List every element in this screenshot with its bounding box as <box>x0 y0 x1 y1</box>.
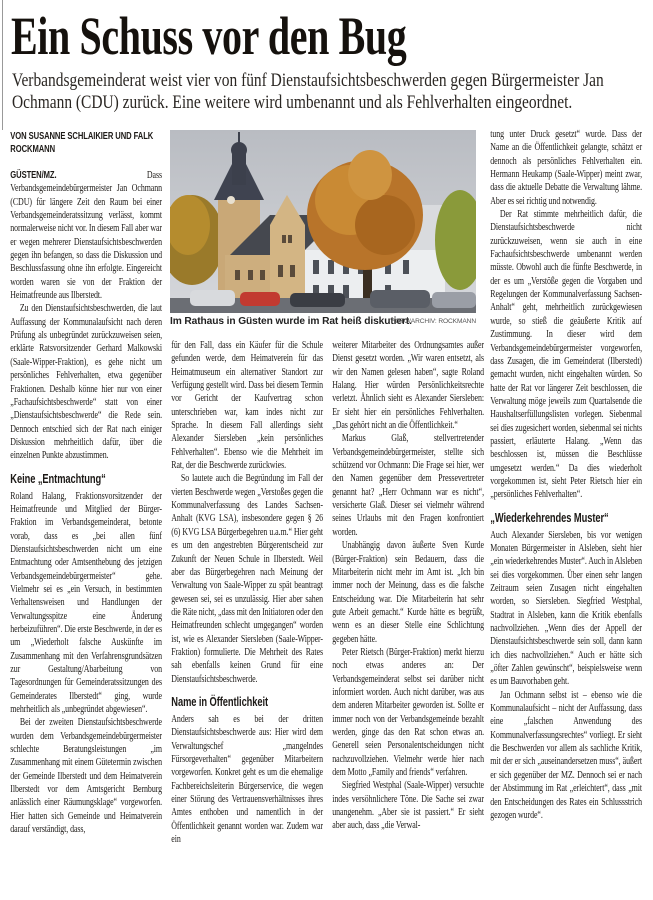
subheading: Keine „Entmachtung“ <box>10 471 106 486</box>
paragraph: für den Fall, dass ein Käufer für die Schule gefunden werde, dem Heimatverein für das Heimatmuseum ein alternativer Standort zur Verfügung gestellt wird. Dass bei diesem Termin vor Gericht der Kaufvertrag schon unterschrieben war, kam indes nicht zur Sprache. In diesem Fall allerdings sieht Alexander Siersleben „kein persönliches Fehlverhalten“. Ebenso wie die Mehrheit im Rat, der die Beschwerde zurückwies. <box>171 339 323 472</box>
paragraph: Roland Halang, Fraktionsvorsitzender der Heimatfreunde und Mitglied der Bürger-Fraktion im Verbandsgemeinderat, betonte vorab, dass es „bei allen fünf Dienstaufsichtsbeschwerden nicht um eine Entmachtung oder Amtsenthebung des jetzigen Verbandsgemeindebürgermeister“ gehe. Vielmehr sei es „ein Versuch, in bestimmten Verhaltensweisen und Handlungen der Verwaltungsspitze eine Änderung herbeizuführen“. Die erste Beschwerde, in der es um „Wiederholt falsche Auskünfte im Zusammenhang mit den Verfahrensgrundsätzen zur Gestaltung/Abarbeitung von Tagesordnungen für Gemeinderatssitzungen des Gemeinderates Ilberstedt“ ging, wurde mehrheitlich als „unbegründet abgewiesen“. <box>10 489 162 716</box>
paragraph: Der Rat stimmte mehrheitlich dafür, die Dienstaufsichtsbeschwerde nicht zurückzuweisen, wenn sie auch in eine Fachaufsichtsbeschwerde umbenannt werden müsste. Obwohl auch die fünfte Beschwerde, in der es um „Verstöße gegen die Vorgaben und Regelungen der Kommunalverfassung Sachsen-Anhalt“ geht, mehrheitlich zurückgewiesen wurde, so stieß die geäußerte Kritik auf Zustimmung. In dieser wird dem Verbandsgemeindebürgermeister vorgeworfen, dass Zusagen, die im Gemeinderat (Ilberstedt) gemacht wurden, nicht eingehalten würden. So hatte der Rat vor längerer Zeit beschlossen, die Verwaltung möge jeweils zum Quartalsende die Haushaltserfüllungslisten vorlegen. Siebenmal sei dies zugesichert worden, siebenmal sei nichts passiert, erläuterte Halang. „Wenn das beschlossen ist, müssen die Beschlüsse umgesetzt werden.“ Da dies wiederholt vorgekommen ist, sieht Peter Rietsch hier ein „persönliches Fehlverhalten“. <box>490 208 642 501</box>
dateline: GÜSTEN/MZ. <box>10 170 57 181</box>
photo-credit: FOTO/ARCHIV: ROCKMANN <box>391 318 476 325</box>
paragraph: Anders sah es bei der dritten Dienstaufsichtsbeschwerde aus: Hier wird dem Verwaltungschef „mangelndes Fürsorgeverhalten“ gegenüber Mitarbeitern vorgeworfen. Konkret geht es um die ehemalige Fachbereichsleiterin Bürgerservice, die wegen einer Störung des Vertrauensverhältnisses ihres Amtes enthoben und namentlich in der Öffentlichkeit genannt worden war. Zudem war ein <box>171 712 323 846</box>
paragraph: Unabhängig davon äußerte Sven Kurde (Bürger-Fraktion) sein Bedauern, dass die Mitarbeiterin nicht mehr im Amt ist. „Ich bin immer noch der Meinung, dass es die falsche Entscheidung war. Die Mitarbeiterin hat sehr gute Arbeit gemacht.“ Kurde hätte es begrüßt, wenn es an dieser Stelle eine Schlichtung gegeben hätte. <box>332 539 484 645</box>
subheading: Name in Öffentlichkeit <box>171 694 269 709</box>
column-text <box>332 339 484 833</box>
subheading: „Wiederkehrendes Muster“ <box>490 510 609 525</box>
photo-caption: Im Rathaus in Güsten wurde im Rat heiß diskutiert. <box>170 316 412 327</box>
town-hall-photo <box>170 130 476 313</box>
paragraph: Zu den Dienstaufsichtsbeschwerden, die laut Auffassung der Kommunalaufsicht nach deren Prüfung als unbegründet zurückzuweisen seien, erklärte Ratsvorsitzender Gerhard Malkowski (Saale-Wipper-Fraktion), es gehe nicht um persönliches Fehlverhalten, etwa gegenüber Fraktionen. Deshalb könne hier nur von einer „Fachaufsichtsbeschwerde“ statt von einer „Dienstaufsichtsbeschwerde“ die Rede sein. Dennoch entschied sich der Rat nach einiger Diskussion mehrheitlich dafür, über die einzelnen Punkte abzustimmen. <box>10 302 163 462</box>
paragraph-text: Dass Verbandsgemeindebürgermeister Jan Ochmann (CDU) für längere Zeit den Raum bei einer Verbandsgemeinderatssitzung verlässt, kommt normalerweise nicht vor. In diesem Fall aber war er wegen mehrerer Dienstaufsichtsbeschwerden gegen ihn befangen, so dass die Diskussion und Beschlussfassung ohne ihn erfolgte. Eingereicht worden waren sie von der Fraktion der Heimatfreunde aus Ilberstedt. <box>10 169 162 302</box>
paragraph: Siegfried Westphal (Saale-Wipper) versuchte indes versöhnlichere Töne. Die Sache sei zwar unangenehm. „Aber sie ist passiert.“ Er sieht aber auch, dass „die Verwal- <box>332 779 484 832</box>
byline: VON SUSANNE SCHLAIKIER UND FALK ROCKMANN <box>10 131 154 155</box>
paragraph: Jan Ochmann selbst ist – ebenso wie die Kommunalaufsicht – nicht der Auffassung, dass eine „falschen Anwendung des Kommunalverfassungsrechtes“ vorliegt. Er sieht die Beschwerden vor allem als sachliche Kritik, mit der er sich „auseinandersetzen muss“, äußert er sich gegenüber der MZ. Dennoch sei er nach der Abstimmung im Rat „erleichtert“, dass „mit den Entscheidungen des Rates ein Schlussstrich gezogen wurde“. <box>490 688 642 821</box>
paragraph: Markus Glaß, stellvertretender Verbandsgemeindebürgermeister, stellte sich schützend vor Ochmann: Die Frage sei hier, wer den Namen gegenüber dem Pressevertreter genannt hat? „Herr Ochmann war es nicht“, versicherte Glaß. Dieser sei vielmehr während seines Urlaubs mit den Fragen konfrontiert worden. <box>332 432 484 538</box>
paragraph <box>10 169 162 302</box>
column-text <box>490 128 642 822</box>
column-text <box>171 339 323 846</box>
page-edge-rule <box>2 0 3 130</box>
paragraph: weiterer Mitarbeiter des Ordnungsamtes außer Dienst gesetzt worden. „Wir waren entsetzt, als wir den Namen gelesen haben“, sagte Roland Halang. Hier würden Persönlichkeitsrechte verletzt. Ähnlich sieht es Alexander Siersleben: Er sieht hier ein persönliches Fehlverhalten. „Das gehört nicht an die Öffentlichkeit.“ <box>332 339 484 432</box>
paragraph: So lautete auch die Begründung im Fall der vierten Beschwerde wegen „Verstoßes gegen die Kommunalverfassung des Landes Sachsen-Anhalt (KVG LSA), insbesondere gegen § 26 (6) KVG LSA Bürgerbegehren u.a.m.“ Hier geht es um den angestrebten Bürgerentscheid zur Zukunft der Neuen Schule in Ilberstedt. Weil aber das Bürgerbegehren nach Meinung der Verwaltung von Saale-Wipper zu spät beantragt gewesen sei, sei es unzulässig. Hier aber sahen die Räte nicht, „dass mit den Initiatoren oder den Heimatfreunden schlecht umgegangen“ worden ist, wie es Alexander Siersleben (Saale-Wipper-Fraktion) formulierte. Die Mehrheit des Rates sah ebenfalls keinen Grund für eine Dienstaufsichtsbeschwerde. <box>171 472 323 685</box>
photo-caption-bar <box>170 315 476 331</box>
paragraph: Peter Rietsch (Bürger-Fraktion) merkt hierzu noch etwas anderes an: Der Verbandsgemeinderat selbst sei darüber nicht informiert worden. Auch nicht darüber, was aus dem anderen Mitarbeiter geworden ist. Sollte er immer noch von der Verbandsgemeinde bezahlt werden, ginge das den Rat schon etwas an. Generell seien Personalentscheidungen nicht nachzuvollziehen. Vielmehr werde hier nach dem Motto „Family and friends“ verfahren. <box>332 645 484 778</box>
subheadline: Verbandsgemeinderat weist vier von fünf Dienstaufsichtsbeschwerden gegen Bürgermeister Jan Ochmann (CDU) zurück. Eine weitere wird umbenannt und als Fehlverhalten eingeordnet. <box>12 71 604 113</box>
town-hall-image <box>170 130 476 313</box>
paragraph: tung unter Druck gesetzt“ wurde. Dass der Name an die Öffentlichkeit gelangte, schätzt er dennoch als persönliches Fehlverhalten ein. Hermann Heukamp (Saale-Wipper) meint zwar, dass die aktuelle Debatte die Verwaltung lähme. Aber es sei richtig und notwendig. <box>490 128 642 207</box>
paragraph: Bei der zweiten Dienstaufsichtsbeschwerde wurden dem Verbandsgemeindebürgermeister schlechte Beratungsleistungen „im Zusammenhang mit einem Gütetermin zwischen der Gemeinde Ilberstedt und dem Heimatverein Ilberstedt vor dem Amtsgericht Bernburg anlässlich einer Räumungsklage“ vorgeworfen. Hier hatten sich Gemeinde und Heimatverein darauf verständigt, dass, <box>10 716 163 836</box>
paragraph: Auch Alexander Siersleben, bis vor wenigen Monaten Bürgermeister in Alsleben, sieht hier „ein wiederkehrendes Muster“. Auch in Alsleben sei dies vorgekommen. Über einen sehr langen Zeitraum seien Zusagen nicht eingehalten worden, so Siersleben. Siegfried Westphal, Stadtrat in Alsleben, kann die Kritik ebenfalls nachvollziehen. „Wenn dies der Appell der Dienstaufsichtsbeschwerde sein soll, dann kann ich dies nachvollziehen.“ Auch er hätte sich „öfter Zahlen gewünscht“, beispielsweise wenn es um Bauvorhaben geht. <box>490 528 642 688</box>
column-text <box>10 131 162 837</box>
headline: Ein Schuss vor den Bug <box>11 6 407 66</box>
